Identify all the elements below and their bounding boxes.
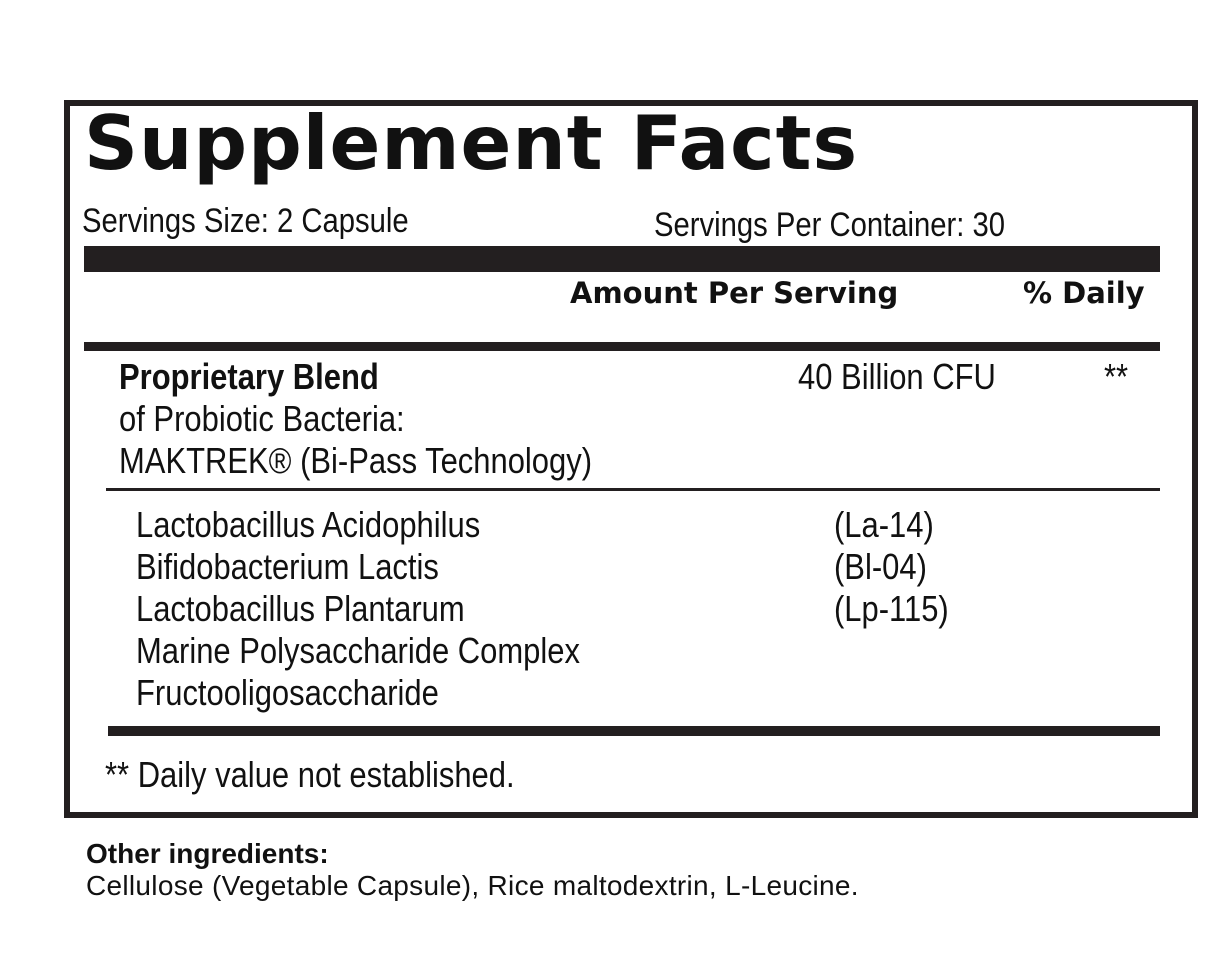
ingredient-strain: (La-14) bbox=[834, 504, 934, 545]
blend-divider bbox=[106, 488, 1160, 491]
blend-description: of Probiotic Bacteria: bbox=[119, 398, 405, 439]
blend-daily-value: ** bbox=[1104, 356, 1129, 397]
ingredient-strain: (Bl-04) bbox=[834, 546, 927, 587]
footnote: ** Daily value not established. bbox=[105, 754, 515, 795]
other-ingredients-heading: Other ingredients: bbox=[86, 838, 329, 869]
thick-divider bbox=[84, 246, 1160, 272]
serving-size: Servings Size: 2 Capsule bbox=[82, 202, 409, 240]
blend-technology: MAKTREK® (Bi-Pass Technology) bbox=[119, 440, 593, 481]
other-ingredients-text: Cellulose (Vegetable Capsule), Rice maltodextrin, L-Leucine. bbox=[86, 870, 859, 901]
panel-title: Supplement Facts bbox=[84, 99, 859, 187]
amount-per-serving-header: Amount Per Serving bbox=[570, 276, 899, 310]
blend-name: Proprietary Blend bbox=[119, 356, 379, 397]
daily-value-header: % Daily bbox=[1023, 276, 1145, 310]
header-divider bbox=[84, 342, 1160, 351]
ingredient-strain: (Lp-115) bbox=[834, 588, 949, 629]
ingredient-name: Fructooligosaccharide bbox=[136, 672, 439, 713]
ingredient-name: Lactobacillus Acidophilus bbox=[136, 504, 481, 545]
servings-per-container: Servings Per Container: 30 bbox=[654, 206, 1006, 244]
ingredient-name: Bifidobacterium Lactis bbox=[136, 546, 439, 587]
ingredient-name: Marine Polysaccharide Complex bbox=[136, 630, 580, 671]
supplement-facts-panel bbox=[64, 100, 1198, 818]
ingredient-name: Lactobacillus Plantarum bbox=[136, 588, 465, 629]
blend-amount: 40 Billion CFU bbox=[798, 356, 996, 397]
bottom-divider bbox=[108, 726, 1160, 736]
